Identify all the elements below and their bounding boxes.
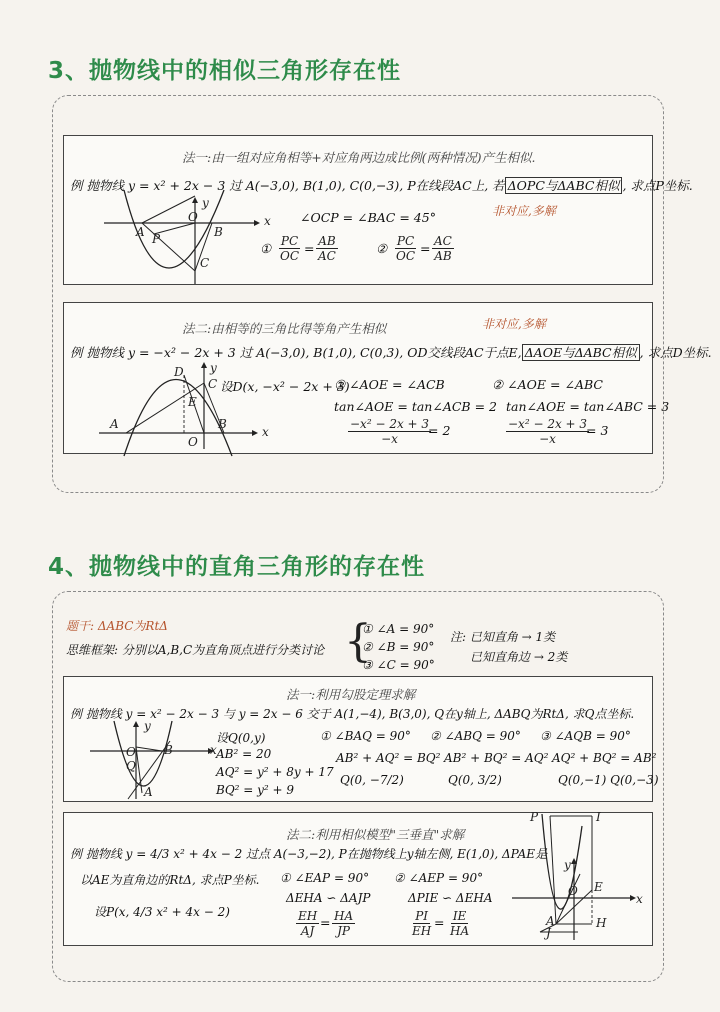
graph-label-e: E [594, 880, 603, 894]
case3-eq: AQ² + BQ² = AB² [552, 751, 657, 765]
intro-case-1: ① ∠A = 90° [362, 622, 435, 636]
annotation-note: 非对应,多解 [492, 204, 556, 218]
equals-sign: = [434, 915, 445, 930]
method-title: 法二:由相等的三角比得等角产生相似 [182, 321, 387, 336]
graph-label-x: x [210, 743, 217, 757]
ab-squared: AB² = 20 [216, 747, 272, 761]
graph-label-a: A [546, 914, 555, 928]
graph-label-o: O [188, 435, 198, 449]
case1-frac-left: $\frac{PC}{OC}$ [280, 234, 300, 263]
graph-label-o: O [568, 884, 578, 898]
graph-label-x: x [262, 425, 269, 439]
intro-case-2: ② ∠B = 90° [362, 640, 435, 654]
graph-label-b: B [214, 225, 223, 239]
case2-frac: $\frac{\text{−x² − 2x + 3}}{-x}$ [508, 417, 588, 446]
case1-text: ① ∠AOE = ∠ACB [334, 377, 445, 392]
case1-eq: AB² + AQ² = BQ² [336, 751, 441, 765]
section3-method1-card [63, 135, 693, 285]
boxed-condition: ΔOPC与ΔABC相似 [505, 177, 623, 194]
graph-label-b: B [164, 743, 173, 757]
graph-label-a: A [144, 785, 153, 799]
graph-label-i: I [596, 810, 601, 824]
case2-eq: AB² + BQ² = AQ² [444, 751, 549, 765]
case1-text: ① ∠EAP = 90° [280, 871, 370, 885]
equals-sign: = [320, 915, 331, 930]
graph-label-a: A [110, 417, 119, 431]
case1-frac-left: $\frac{EH}{AJ}$ [298, 909, 318, 938]
case2-text: ② ∠AEP = 90° [394, 871, 484, 885]
graph-label-y: y [144, 719, 151, 733]
case1-tan: tan∠AOE = tan∠ACB = 2 [334, 399, 497, 414]
method-title: 法一:利用勾股定理求解 [286, 687, 416, 702]
graph-label-p: P [530, 810, 539, 824]
section4-title: 4、抛物线中的直角三角形的存在性 [48, 554, 426, 580]
intro-note-2: 已知直角边 → 2类 [470, 650, 568, 664]
case2-answer: Q(0, 3/2) [448, 773, 502, 787]
case1-frac-right: $\frac{HA}{JP}$ [334, 909, 354, 938]
case2-sim: ΔPIE ∽ ΔEHA [408, 891, 493, 905]
setup-text: 设D(x, −x² − 2x + 3) [220, 379, 350, 394]
setup-text: 设P(x, 4/3 x² + 4x − 2) [94, 905, 230, 919]
method-title: 法二:利用相似模型"三垂直"求解 [286, 827, 465, 842]
equals-sign: = [304, 241, 315, 256]
graph-label-e: E [188, 395, 197, 409]
parabola-graph-4-1 [88, 721, 218, 801]
case2-text: ② ∠AOE = ∠ABC [492, 377, 603, 392]
case2-label: ② [376, 241, 388, 256]
graph-label-x: x [636, 892, 643, 906]
graph-label-y: y [202, 196, 209, 210]
case2-tan: tan∠AOE = tan∠ABC = 3 [506, 399, 670, 414]
graph-label-j: J [546, 926, 551, 940]
cases-brace: { [344, 616, 372, 667]
case1-sim: ΔEHA ∽ ΔAJP [286, 891, 371, 905]
example-text: 例 抛物线 y = −x² − 2x + 3 过 A(−3,0), B(1,0), C(0,3), OD交线段AC于点E, ΔAOE与ΔABC相似 , 求点D坐标. [70, 345, 712, 360]
case1-label: ① [260, 241, 272, 256]
bq-squared: BQ² = y² + 9 [216, 783, 295, 797]
case3-text: ③ ∠AQB = 90° [540, 729, 631, 743]
example-line2: 以AE为直角边的RtΔ, 求点P坐标. [80, 873, 260, 887]
three-perpendicular-graph [510, 812, 640, 942]
graph-label-q: Q [126, 759, 136, 773]
case2-text: ② ∠ABQ = 90° [430, 729, 521, 743]
parabola-graph-3-1 [94, 196, 264, 286]
graph-label-o: O [126, 745, 136, 759]
graph-label-y: y [564, 858, 571, 872]
case3-answer: Q(0,−1) Q(0,−3) [558, 773, 659, 787]
graph-label-b: B [218, 417, 227, 431]
graph-label-c: C [208, 377, 218, 391]
graph-label-p: P [152, 232, 161, 246]
graph-label-d: D [174, 365, 184, 379]
graph-label-x: x [264, 214, 271, 228]
method-title: 法一:由一组对应角相等+对应角两边成比例(两种情况)产生相似. [182, 150, 536, 165]
example-text: 例 抛物线 y = x² + 2x − 3 过 A(−3,0), B(1,0), C(0,−3), P在线段AC上, 若 ΔOPC与ΔABC相似 , 求点P坐标. [70, 178, 693, 193]
case1-frac: $\frac{\text{−x² − 2x + 3}}{-x}$ [350, 417, 430, 446]
section3-title: 3、抛物线中的相似三角形存在性 [48, 58, 402, 84]
case1-frac-right: $\frac{AB}{AC}$ [318, 234, 336, 263]
graph-label-y: y [210, 361, 217, 375]
setup-text: 设Q(0,y) [216, 731, 266, 745]
section4-method1-card [63, 676, 659, 802]
case2-frac-left: $\frac{PC}{OC}$ [396, 234, 416, 263]
graph-label-h: H [596, 916, 607, 930]
section3-method2-card [63, 302, 712, 454]
case2-frac-right: $\frac{IE}{HA}$ [450, 909, 470, 938]
case1-answer: Q(0, −7/2) [340, 773, 404, 787]
example-line1: 例 抛物线 y = 4/3 x² + 4x − 2 过点 A(−3,−2), P在抛物线上y轴左侧, E(1,0), ΔPAE是 [70, 847, 548, 861]
intro-frame: 思维框架: 分别以A,B,C为直角顶点进行分类讨论 [66, 643, 325, 657]
angle-equation: ∠OCP = ∠BAC = 45° [300, 210, 436, 225]
boxed-condition: ΔAOE与ΔABC相似 [522, 344, 640, 361]
graph-label-c: C [200, 256, 210, 270]
aq-squared: AQ² = y² + 8y + 17 [216, 765, 334, 779]
case1-text: ① ∠BAQ = 90° [320, 729, 411, 743]
example-text: 例 抛物线 y = x² − 2x − 3 与 y = 2x − 6 交于 A(1,−4), B(3,0), Q在y轴上, ΔABQ为RtΔ, 求Q点坐标. [70, 707, 635, 721]
equals-sign: = [420, 241, 431, 256]
graph-label-o: O [188, 210, 198, 224]
intro-case-3: ③ ∠C = 90° [362, 658, 435, 672]
case2-frac-right: $\frac{AC}{AB}$ [434, 234, 452, 263]
intro-given: 题干: ΔABC为RtΔ [66, 619, 168, 633]
graph-label-a: A [136, 225, 145, 239]
case2-rhs: = 3 [586, 423, 609, 438]
case2-frac-left: $\frac{PI}{EH}$ [412, 909, 432, 938]
annotation-note: 非对应,多解 [482, 317, 546, 331]
case1-rhs: = 2 [428, 423, 451, 438]
intro-note-1: 注: 已知直角 → 1类 [450, 630, 556, 644]
